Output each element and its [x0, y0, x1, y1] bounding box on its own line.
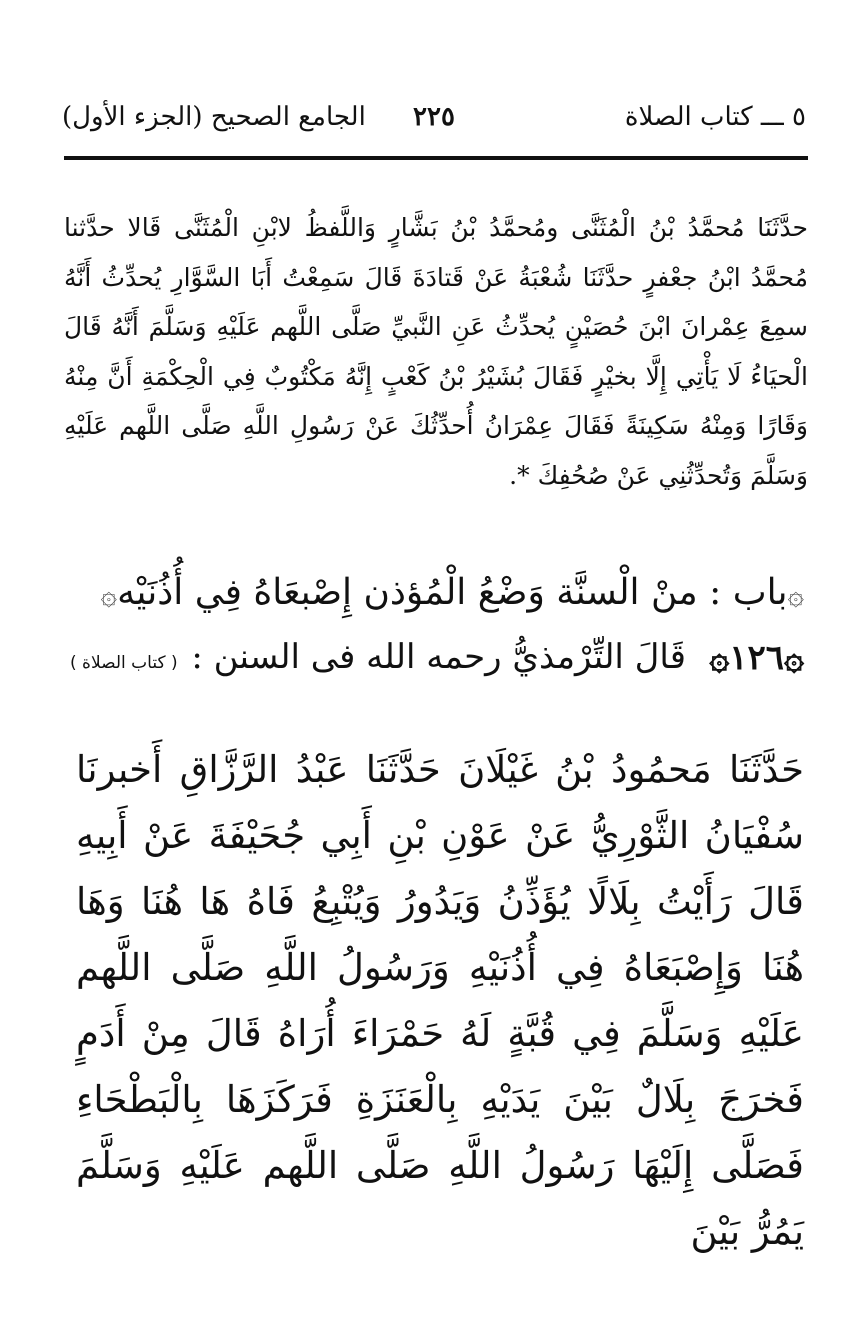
hadith-intro: قَالَ التِّرْمذيُّ رحمه الله فى السنن : [191, 637, 686, 677]
section-heading [92, 568, 804, 620]
book-title: الجامع الصحيح (الجزء الأول) [62, 102, 366, 132]
hadith-text: حَدَّثَنَا مَحمُودُ بْنُ غَيْلَانَ حَدَّثَنَا عَبْدُ الرَّزَّاقِ أَخبرنَا سُفْيَانُ الثَّوْرِيُّ عَنْ عَوْنِ بْنِ أَبِي جُحَيْفَةَ عَنْ أَبِيهِ قَالَ رَأَيْتُ بِلَالًا يُؤَذِّنُ وَيَدُورُ وَيُتْبِعُ فَاهُ هَا هُنَا وَهَا هُنَا وَإِصْبَعَاهُ فِي أُذُنَيْهِ وَرَسُولُ اللَّهِ صَلَّى اللَّهم عَلَيْهِ وَسَلَّمَ فِي قُبَّةٍ لَهُ حَمْرَاءَ أُرَاهُ قَالَ مِنْ أَدَمٍ فَخرَجَ بِلَالٌ بَيْنَ يَدَيْهِ بِالْعَنَزَةِ فَرَكَزَهَا بِالْبَطْحَاءِ فَصَلَّى إِلَيْهَا رَسُولُ اللَّهِ صَلَّى اللَّهم عَلَيْهِ وَسَلَّمَ يَمُرُّ بَيْنَ [76, 748, 804, 1253]
chapter-title: ٥ ـــ كتاب الصلاة [624, 102, 806, 132]
hadith-header [70, 637, 804, 687]
hadith-number: ۞١٢٦۞ [709, 638, 804, 678]
hadith-reference: ( كتاب الصلاة ) [70, 653, 178, 673]
ornament-left-icon: ۞ [100, 578, 118, 611]
ornament-right-icon: ۞ [787, 578, 804, 611]
page-number: ٢٢٥ [413, 102, 455, 132]
header-rule [64, 156, 808, 160]
top-paragraph: حدَّثَنَا مُحمَّدُ بْنُ الْمُثَنَّى ومُحمَّدُ بْنُ بَشَّارٍ وَاللَّفظُ لابْنِ الْمُثَنَّى قَالا حدَّثنا مُحمَّدُ ابْنُ جعْفرٍ حدَّثَنَا شُعْبَةُ عَنْ قَتادَةَ قَالَ سَمِعْتُ أَبَا السَّوَّارِ يُحدِّثُ أَنَّهُ سمِعَ عِمْرانَ ابْنَ حُصَيْنٍ يُحدِّثُ عَنِ النَّبيِّ صَلَّى اللَّهم عَلَيْهِ وَسَلَّمَ أَنَّهُ قَالَ الْحيَاءُ لَا يَأْتِي إِلَّا بخيْرٍ فَقَالَ بُشَيْرُ بْنُ كَعْبٍ إِنَّهُ مَكْتُوبٌ فِي الْحِكْمَةِ أَنَّ مِنْهُ وَقَارًا وَمِنْهُ سَكِينَةً فَقَالَ عِمْرَانُ أُحدِّثُكَ عَنْ رَسُولِ اللَّهِ صَلَّى اللَّهم عَلَيْهِ وَسَلَّمَ وَتُحدِّثُنِي عَنْ صُحُفِكَ *. [64, 213, 808, 490]
running-header [62, 98, 806, 148]
section-heading-text: باب : منْ الْسنَّة وَضْعُ الْمُؤذن إِصْبعَاهُ فِي أُذُنَيْه [117, 572, 788, 613]
